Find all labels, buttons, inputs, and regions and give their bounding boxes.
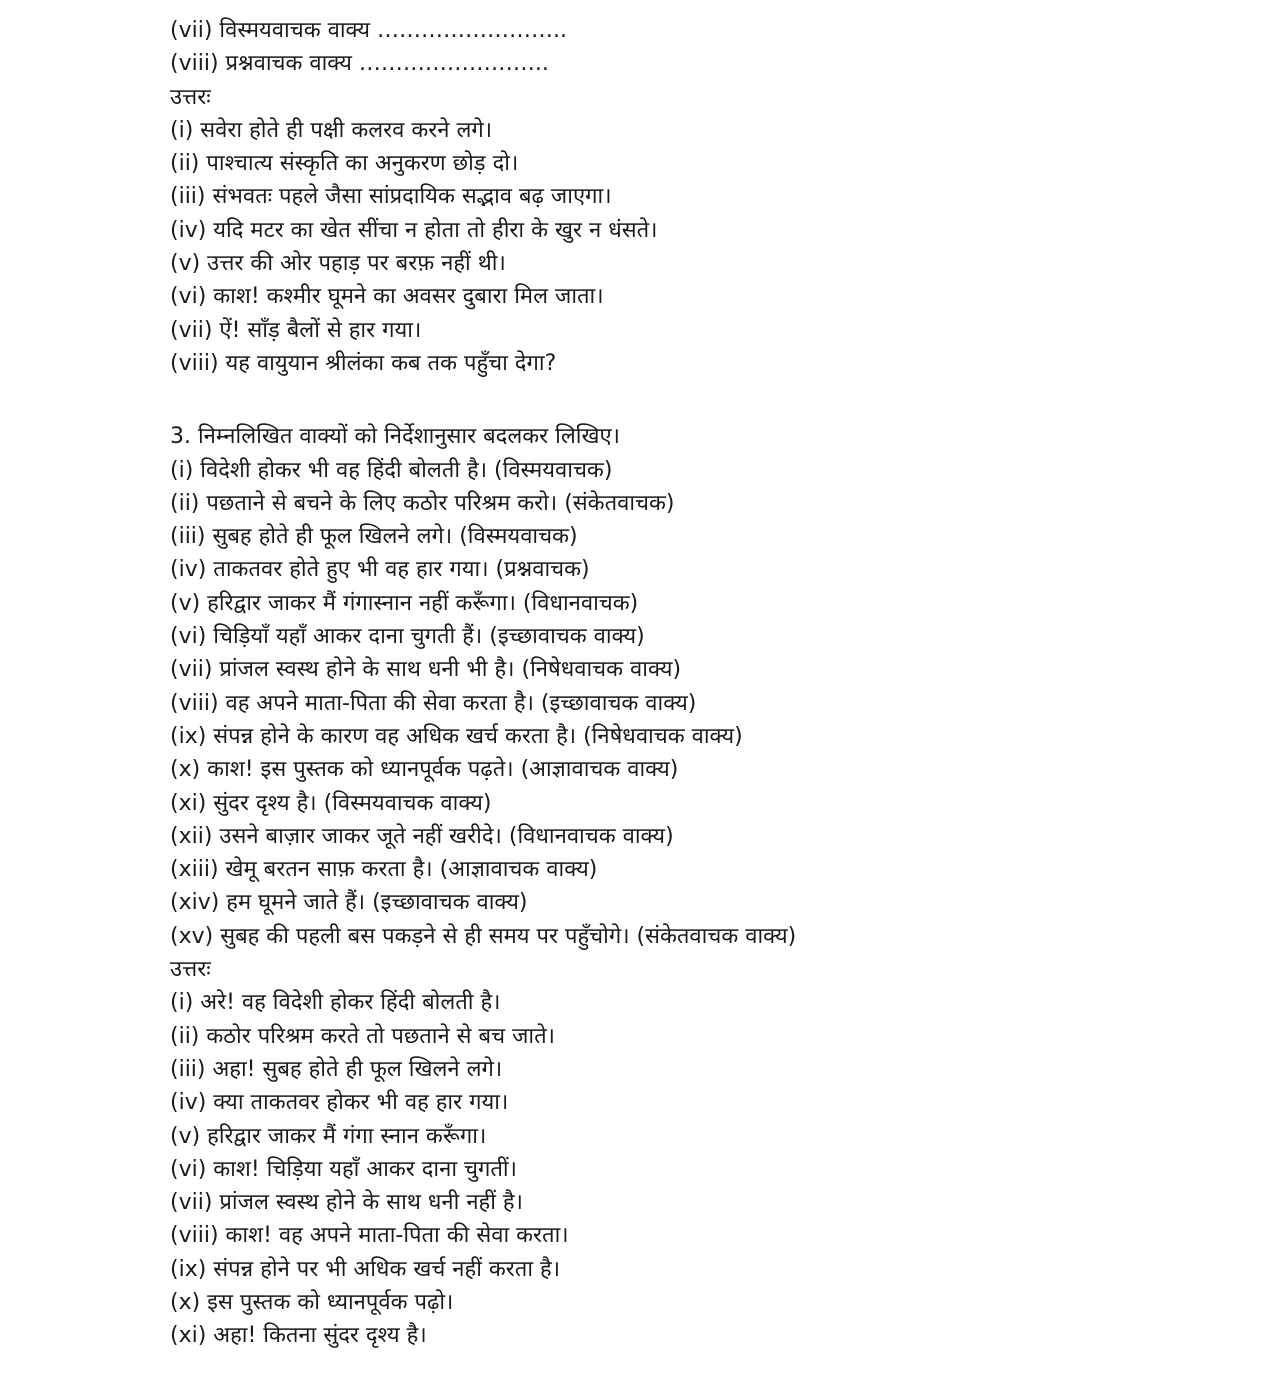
question-list (170, 454, 1250, 953)
exercise-3-block (170, 420, 1250, 1352)
answer-item: (iii) अहा! सुबह होते ही फूल खिलने लगे। (170, 1056, 503, 1082)
answer-item: (viii) काश! वह अपने माता-पिता की सेवा करता। (170, 1223, 569, 1249)
section-gap (170, 380, 1250, 420)
exercise-heading: 3. निम्नलिखित वाक्यों को निर्देशानुसार बदलकर लिखिए। (170, 424, 620, 450)
question-item: (iii) सुबह होते ही फूल खिलने लगे। (विस्मयवाचक) (170, 524, 578, 550)
answer-line: (viii) यह वायुयान श्रीलंका कब तक पहुँचा देगा? (170, 350, 557, 376)
answer-item: (iv) क्या ताकतवर होकर भी वह हार गया। (170, 1090, 509, 1116)
answer-line: (ii) पाश्चात्य संस्कृति का अनुकरण छोड़ दो। (170, 151, 519, 177)
answer-line: (i) सवेरा होते ही पक्षी कलरव करने लगे। (170, 117, 493, 143)
question-item: (iv) ताकतवर होते हुए भी वह हार गया। (प्रश्नवाचक) (170, 557, 590, 583)
answer-line: (iii) संभवतः पहले जैसा सांप्रदायिक सद्भाव बढ़ जाएगा। (170, 184, 612, 210)
answer-item: (xi) अहा! कितना सुंदर दृश्य है। (170, 1323, 427, 1349)
answer-line: (iv) यदि मटर का खेत सींचा न होता तो हीरा के खुर न धंसते। (170, 217, 658, 243)
document-page (170, 14, 1250, 1353)
question-item: (vii) प्रांजल स्वस्थ होने के साथ धनी भी है। (निषेधवाचक वाक्य) (170, 657, 682, 683)
question-item: (xiii) खेमू बरतन साफ़ करता है। (आज्ञावाचक वाक्य) (170, 857, 598, 883)
answer-line: (vi) काश! कश्मीर घूमने का अवसर दुबारा मिल जाता। (170, 284, 604, 310)
answer-item: (vii) प्रांजल स्वस्थ होने के साथ धनी नहीं है। (170, 1190, 523, 1216)
question-item: (xi) सुंदर दृश्य है। (विस्मयवाचक वाक्य) (170, 790, 492, 816)
question-item: (x) काश! इस पुस्तक को ध्यानपूर्वक पढ़ते। (आज्ञावाचक वाक्य) (170, 757, 679, 783)
question-item: (viii) वह अपने माता-पिता की सेवा करता है। (इच्छावाचक वाक्य) (170, 690, 697, 716)
question-item: (xiv) हम घूमने जाते हैं। (इच्छावाचक वाक्य) (170, 890, 528, 916)
question-item: (vi) चिड़ियाँ यहाँ आकर दाना चुगती हैं। (इच्छावाचक वाक्य) (170, 624, 645, 650)
answer-item: (vi) काश! चिड़िया यहाँ आकर दाना चुगतीं। (170, 1156, 517, 1182)
prompt-line: (vii) विस्मयवाचक वाक्य …………………….. (170, 18, 568, 43)
answer-item: (ix) संपन्न होने पर भी अधिक खर्च नहीं करता है। (170, 1256, 561, 1282)
answer-line: (v) उत्तर की ओर पहाड़ पर बरफ़ नहीं थी। (170, 251, 506, 277)
answer-item: (ii) कठोर परिश्रम करते तो पछताने से बच जाते। (170, 1023, 555, 1049)
question-item: (ii) पछताने से बचने के लिए कठोर परिश्रम करो। (संकेतवाचक) (170, 490, 675, 516)
question-item: (i) विदेशी होकर भी वह हिंदी बोलती है। (विस्मयवाचक) (170, 457, 613, 483)
question-item: (xii) उसने बाज़ार जाकर जूते नहीं खरीदे। (विधानवाचक वाक्य) (170, 823, 674, 849)
answer-item: (i) अरे! वह विदेशी होकर हिंदी बोलती है। (170, 990, 501, 1016)
answer-item: (v) हरिद्वार जाकर मैं गंगा स्नान करूँगा। (170, 1123, 487, 1149)
answer-label: उत्तरः (170, 84, 211, 110)
question-item: (ix) संपन्न होने के कारण वह अधिक खर्च करता है। (निषेधवाचक वाक्य) (170, 723, 743, 749)
answer-item: (x) इस पुस्तक को ध्यानपूर्वक पढ़ो। (170, 1289, 454, 1315)
answer-label: उत्तरः (170, 957, 211, 983)
question-item: (xv) सुबह की पहली बस पकड़ने से ही समय पर पहुँचोगे। (संकेतवाचक वाक्य) (170, 923, 797, 949)
question-item: (v) हरिद्वार जाकर मैं गंगास्नान नहीं करूँगा। (विधानवाचक) (170, 590, 639, 616)
answer-list (170, 986, 1250, 1352)
prompt-line: (viii) प्रश्नवाचक वाक्य …………………….. (170, 51, 549, 77)
answer-line: (vii) ऐं! साँड़ बैलों से हार गया। (170, 317, 422, 343)
previous-exercise-block (170, 14, 1250, 380)
